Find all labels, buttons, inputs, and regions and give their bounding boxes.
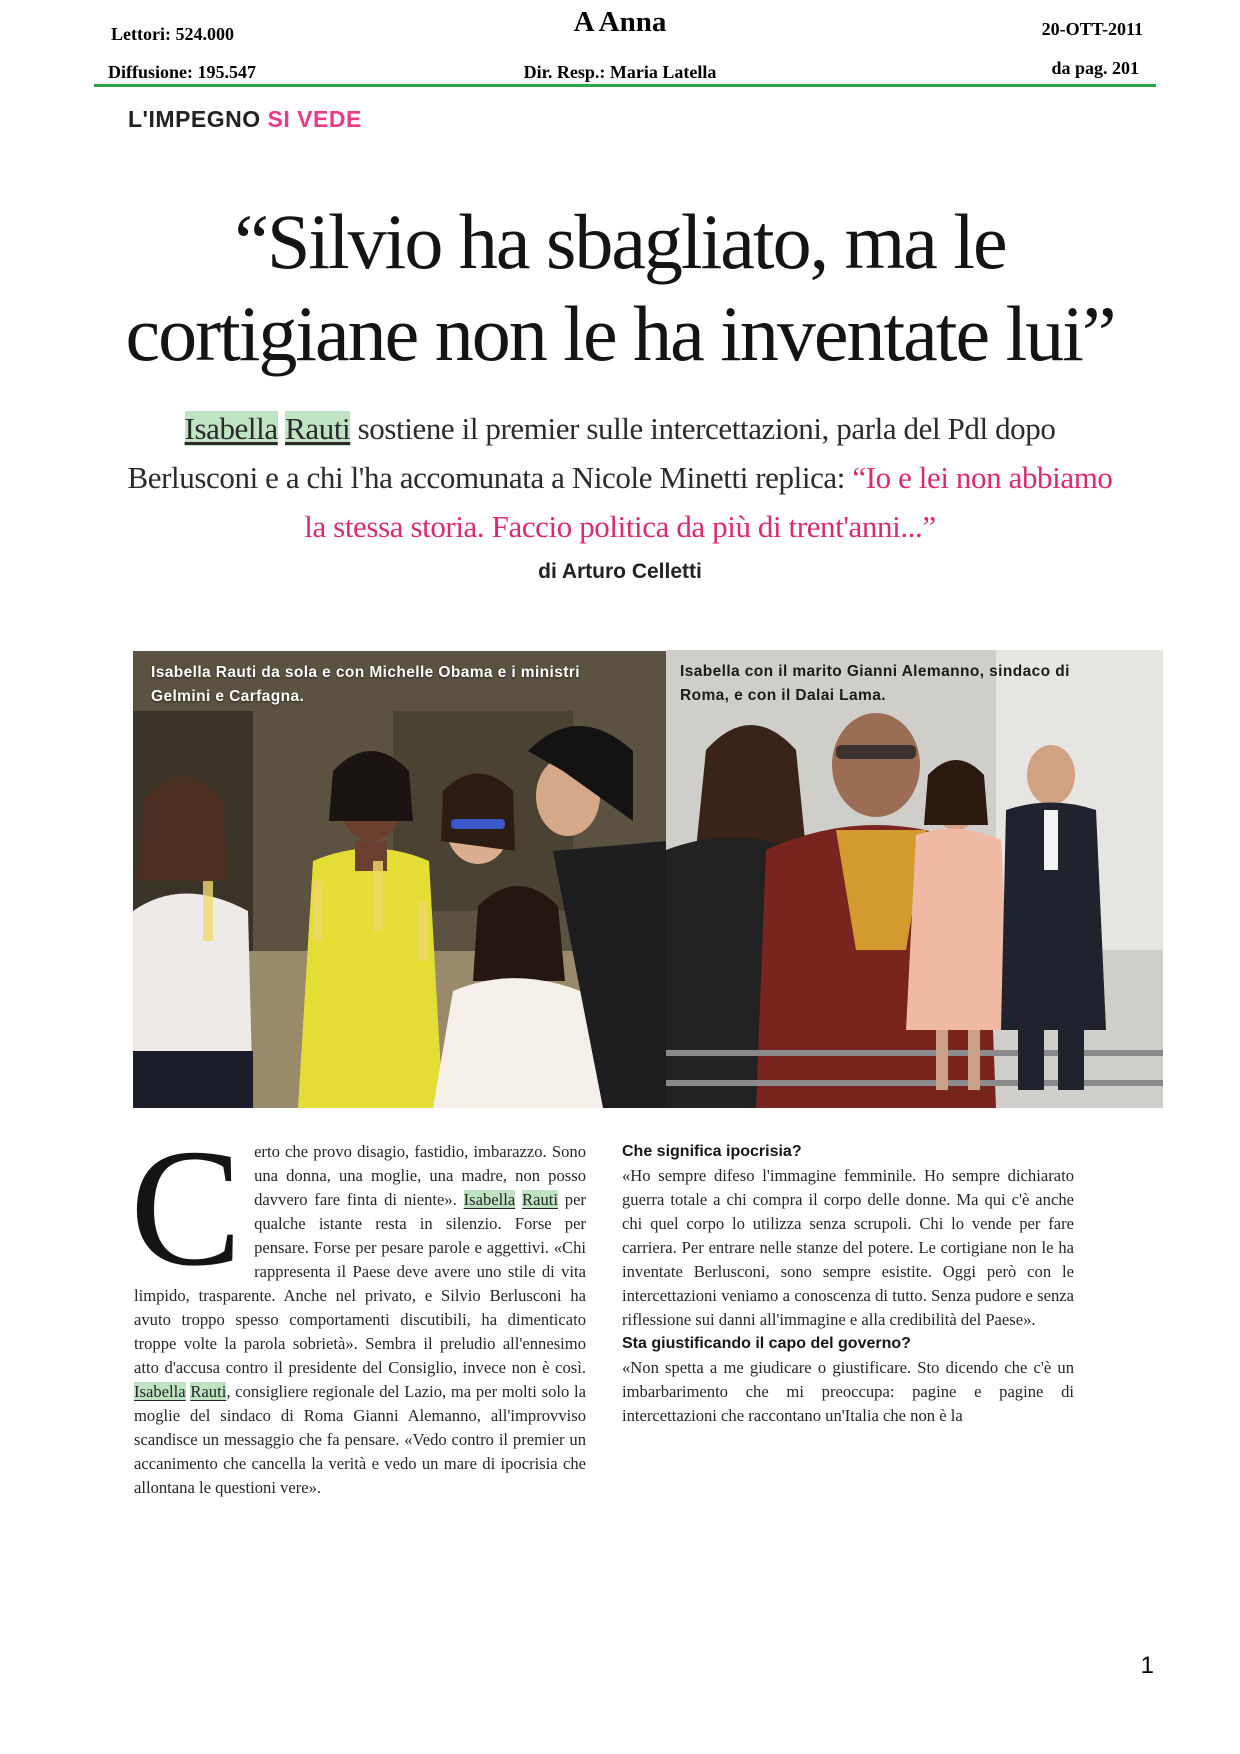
article-deck — [120, 404, 1120, 551]
name-tag-first: Isabella — [184, 411, 278, 446]
interview-answer-1: «Ho sempre difeso l'immagine femminile. Ho sempre dichiarato guerra totale a chi compra il corpo delle donne. Ma qui c'è anche chi quel corpo lo utilizza senza scrupoli. Chi lo vende per fare carriera. Per entrare nelle stanze del potere. Le cortigiane non le ha inventate Berlusconi, sono sempre esistite. Oggi però con le intercettazioni veniamo a conoscenza di tutto. Senza pudore e senza riflessione sui danni all'immagine e alla credibilità del Paese». — [622, 1166, 1074, 1329]
photo-dalai-lama-illustration — [666, 650, 1163, 1108]
article-column-right — [622, 1140, 1074, 1428]
interview-question-1: Che significa ipocrisia? — [622, 1143, 802, 1160]
page-number: 1 — [1140, 1652, 1154, 1679]
photo-right-caption: Isabella con il marito Gianni Alemanno, sindaco di Roma, e con il Dalai Lama. — [680, 663, 1070, 704]
drop-cap: C — [130, 1115, 243, 1301]
name-tag-last: Rauti — [190, 1382, 227, 1401]
publication-date: 20-OTT-2011 — [1041, 19, 1143, 39]
deck-text: sostiene il premier sulle intercettazioni, parla del Pdl dopo Berlusconi e a chi l'ha accomunata a Nicole Minetti replica: — [127, 411, 1056, 495]
article-column-left — [130, 1115, 586, 1500]
article-headline — [80, 196, 1160, 380]
diffusion-count: Diffusione: 195.547 — [108, 62, 256, 82]
name-tag-last: Rauti — [522, 1190, 558, 1209]
byline: di Arturo Celletti — [538, 560, 702, 583]
page-reference: da pag. 201 — [1051, 58, 1139, 78]
headline-line-2: cortigiane non le ha inventate lui” — [125, 290, 1115, 377]
body-text: per qualche istante resta in silenzio. Forse per pensare. Forse per pesare parole e aggettivi. «Chi rappresenta il Paese deve avere uno stile di vita limpido, trasparente. Anche nel privato, e Silvio Berlusconi ha avuto troppo spesso comportamenti discutibili, ha dimenticato troppe volte la parola sobrietà». Sembra il preludio all'ennesimo atto d'accusa contro il presidente del Consiglio, invece non è così. — [134, 1190, 586, 1377]
publication-title: A Anna — [573, 6, 667, 38]
header-divider — [94, 84, 1156, 87]
director-credit: Dir. Resp.: Maria Latella — [523, 62, 717, 82]
interview-answer-2: «Non spetta a me giudicare o giustificare. Sto dicendo che c'è un imbarbarimento che mi preoccupa: pagine e pagine di intercettazioni che raccontano un'Italia che non è la — [622, 1358, 1074, 1425]
kicker-part-1: L'IMPEGNO — [128, 106, 261, 132]
kicker-part-2: SI VEDE — [267, 106, 362, 132]
name-tag-last: Rauti — [285, 411, 351, 446]
photo-reception — [133, 651, 666, 1108]
photo-reception-illustration — [133, 651, 666, 1108]
section-kicker — [128, 106, 362, 133]
deck-quote: “Io e lei non abbiamo la stessa storia. Faccio politica da più di trent'anni...” — [304, 460, 1113, 544]
readers-count: Lettori: 524.000 — [111, 24, 234, 44]
name-tag-first: Isabella — [463, 1190, 516, 1209]
body-text: , consigliere regionale del Lazio, ma per molti solo la moglie del sindaco di Roma Gianni Alemanno, all'improvviso scandisce un messaggio che fa pensare. «Vedo contro il premier un accanimento che cancella la verità e vedo un mare di ipocrisia che allontana le questioni vere». — [134, 1382, 586, 1497]
headline-line-1: “Silvio ha sbagliato, ma le — [234, 198, 1006, 285]
interview-question-2: Sta giustificando il capo del governo? — [622, 1335, 911, 1352]
body-text: erto che provo disagio, fastidio, imbarazzo. Sono una donna, una moglie, una madre, non posso davvero fare finta di niente». — [254, 1142, 586, 1209]
photo-dalai-lama — [666, 650, 1163, 1108]
name-tag-first: Isabella — [134, 1382, 186, 1401]
photo-left-caption: Isabella Rauti da sola e con Michelle Obama e i ministri Gelmini e Carfagna. — [151, 664, 580, 705]
